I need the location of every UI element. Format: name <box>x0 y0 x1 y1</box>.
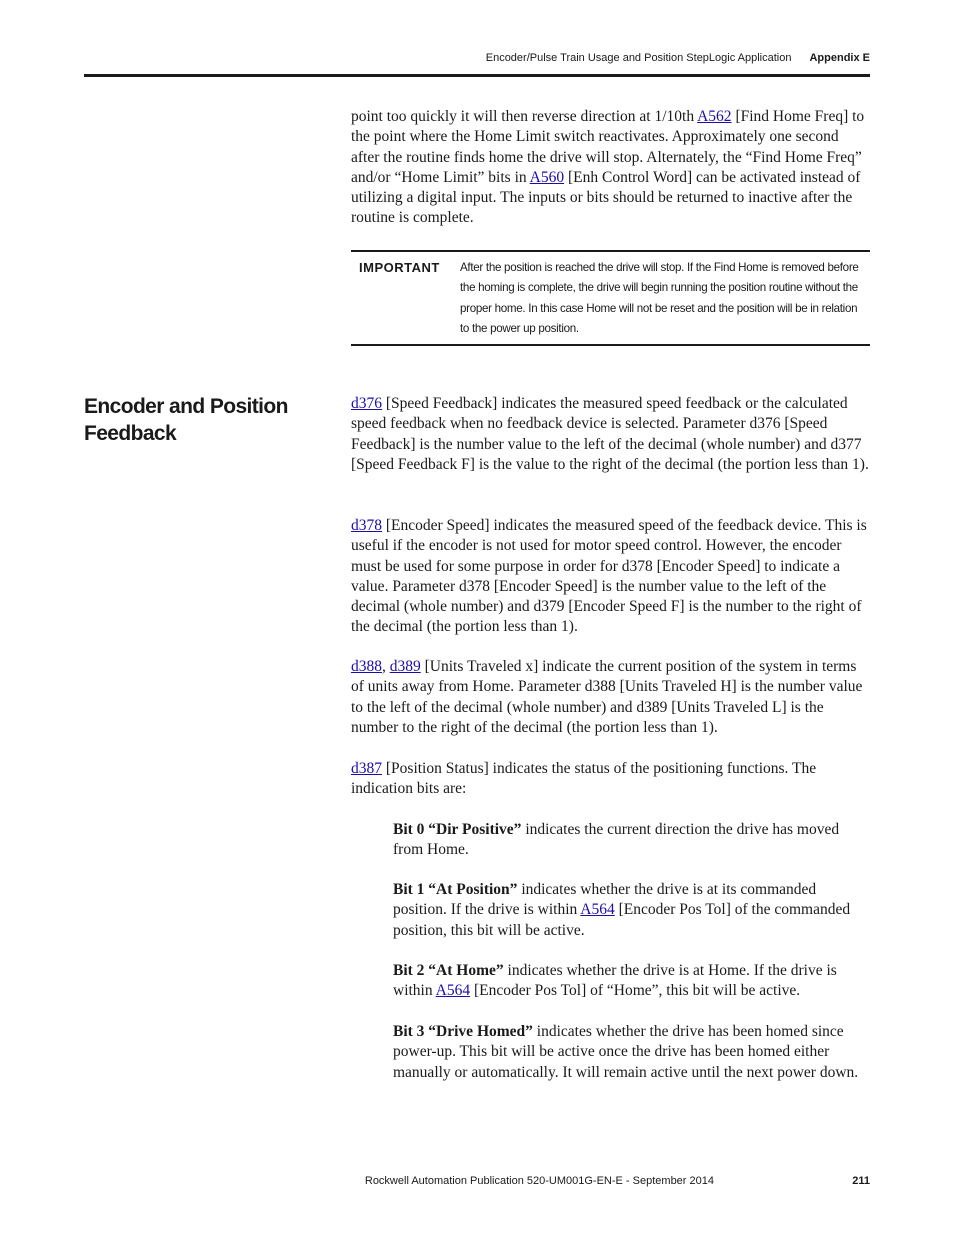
bit-3-name: Bit 3 “Drive Homed” <box>393 1023 533 1040</box>
important-label: IMPORTANT <box>359 260 440 275</box>
encoder-speed-text: [Encoder Speed] indicates the measured speed of the feedback device. This is useful if the encoder is not used for motor speed control. However, the encoder must be used for some purpose in order for d378 [Encoder Speed] to indicate a value. Parameter d378 [Encoder Speed] is the number value to the left of the decimal (whole number) and d379 [Encoder Speed F] is the number to the right of the decimal (the portion less than 1). <box>351 517 867 636</box>
bit-3-text: indicates whether the drive has been homed since power-up. This bit will be active once the drive has been homed either manually or automatically. It will remain active until the next power down. <box>393 1023 859 1081</box>
intro-paragraph <box>351 107 870 229</box>
intro-text-1: point too quickly it will then reverse direction at 1/10th <box>351 108 698 125</box>
intro-text-3: [Enh Control Word] can be activated instead of utilizing a digital input. The inputs or bits should be returned to inactive after the routine is complete. <box>351 168 861 227</box>
speed-feedback-paragraph <box>351 394 870 475</box>
bit-2-item <box>393 961 873 1002</box>
bit-0-name: Bit 0 “Dir Positive” <box>393 821 522 838</box>
units-separator: , <box>382 658 390 675</box>
param-link-a564[interactable]: A564 <box>435 982 471 1000</box>
bit-2-text-1: indicates whether the drive is at Home. If the drive is within <box>393 962 837 1000</box>
important-text: After the position is reached the drive will stop. If the Find Home is removed before the homing is complete, the drive will begin running the position routine without the proper home. In this case Home will not be reset and the position will be in relation to the power up position. <box>460 261 859 335</box>
footer-publication: Rockwell Automation Publication 520-UM001G-EN-E - September 2014 <box>364 1175 714 1187</box>
header-title: Encoder/Pulse Train Usage and Position StepLogic Application <box>485 52 792 64</box>
running-header <box>300 52 870 64</box>
speed-feedback-text: [Speed Feedback] indicates the measured speed feedback or the calculated speed feedback when no feedback device is selected. Parameter d376 [Speed Feedback] is the number value to the left of the decimal (whole number) and d377 [Speed Feedback F] is the value to the right of the decimal (the portion less than 1). <box>351 395 869 473</box>
param-link-a564[interactable]: A564 <box>580 901 615 919</box>
units-traveled-paragraph <box>351 657 870 738</box>
units-traveled-text: [Units Traveled x] indicate the current position of the system in terms of units away from Home. Parameter d388 [Units Traveled H] is the number value to the left of the decimal (whole number) and d389 [Units Traveled L] is the number to the right of the decimal (the portion less than 1). <box>351 658 863 736</box>
param-link-a562[interactable]: A562 <box>697 108 732 125</box>
intro-text-2: [Find Home Freq] to the point where the Home Limit switch reactivates. Approximately one second after the routine finds home the drive will stop. Alternately, the “Find Home Freq” and/or “Home Limit” bits in <box>351 108 865 186</box>
important-note <box>351 250 870 346</box>
bit-1-name: Bit 1 “At Position” <box>393 881 518 898</box>
param-link-a560[interactable]: A560 <box>529 168 565 186</box>
param-link-d378[interactable]: d378 <box>351 517 382 534</box>
bit-1-item <box>393 880 873 941</box>
position-status-text: [Position Status] indicates the status of the positioning functions. The indication bits are: <box>351 760 817 798</box>
header-appendix: Appendix E <box>809 52 870 64</box>
bit-0-text: indicates the current direction the drive has moved from Home. <box>393 821 840 859</box>
param-link-d387[interactable]: d387 <box>351 760 382 777</box>
bit-1-text-2: [Encoder Pos Tol] of the commanded position, this bit will be active. <box>393 901 851 939</box>
param-link-d388[interactable]: d388 <box>351 658 382 675</box>
section-heading: Encoder and Position Feedback <box>84 395 288 445</box>
bit-0-item <box>393 820 873 861</box>
position-status-paragraph <box>351 759 870 800</box>
bit-2-text-2: [Encoder Pos Tol] of “Home”, this bit will be active. <box>470 982 801 1000</box>
bit-2-name: Bit 2 “At Home” <box>393 962 504 979</box>
page-number: 211 <box>852 1175 870 1187</box>
bit-1-text-1: indicates whether the drive is at its commanded position. If the drive is within <box>393 881 817 919</box>
param-link-d376[interactable]: d376 <box>351 395 382 412</box>
bit-3-item <box>393 1022 873 1083</box>
param-link-d389[interactable]: d389 <box>389 658 421 675</box>
encoder-speed-paragraph <box>351 516 870 638</box>
header-rule <box>84 74 870 77</box>
